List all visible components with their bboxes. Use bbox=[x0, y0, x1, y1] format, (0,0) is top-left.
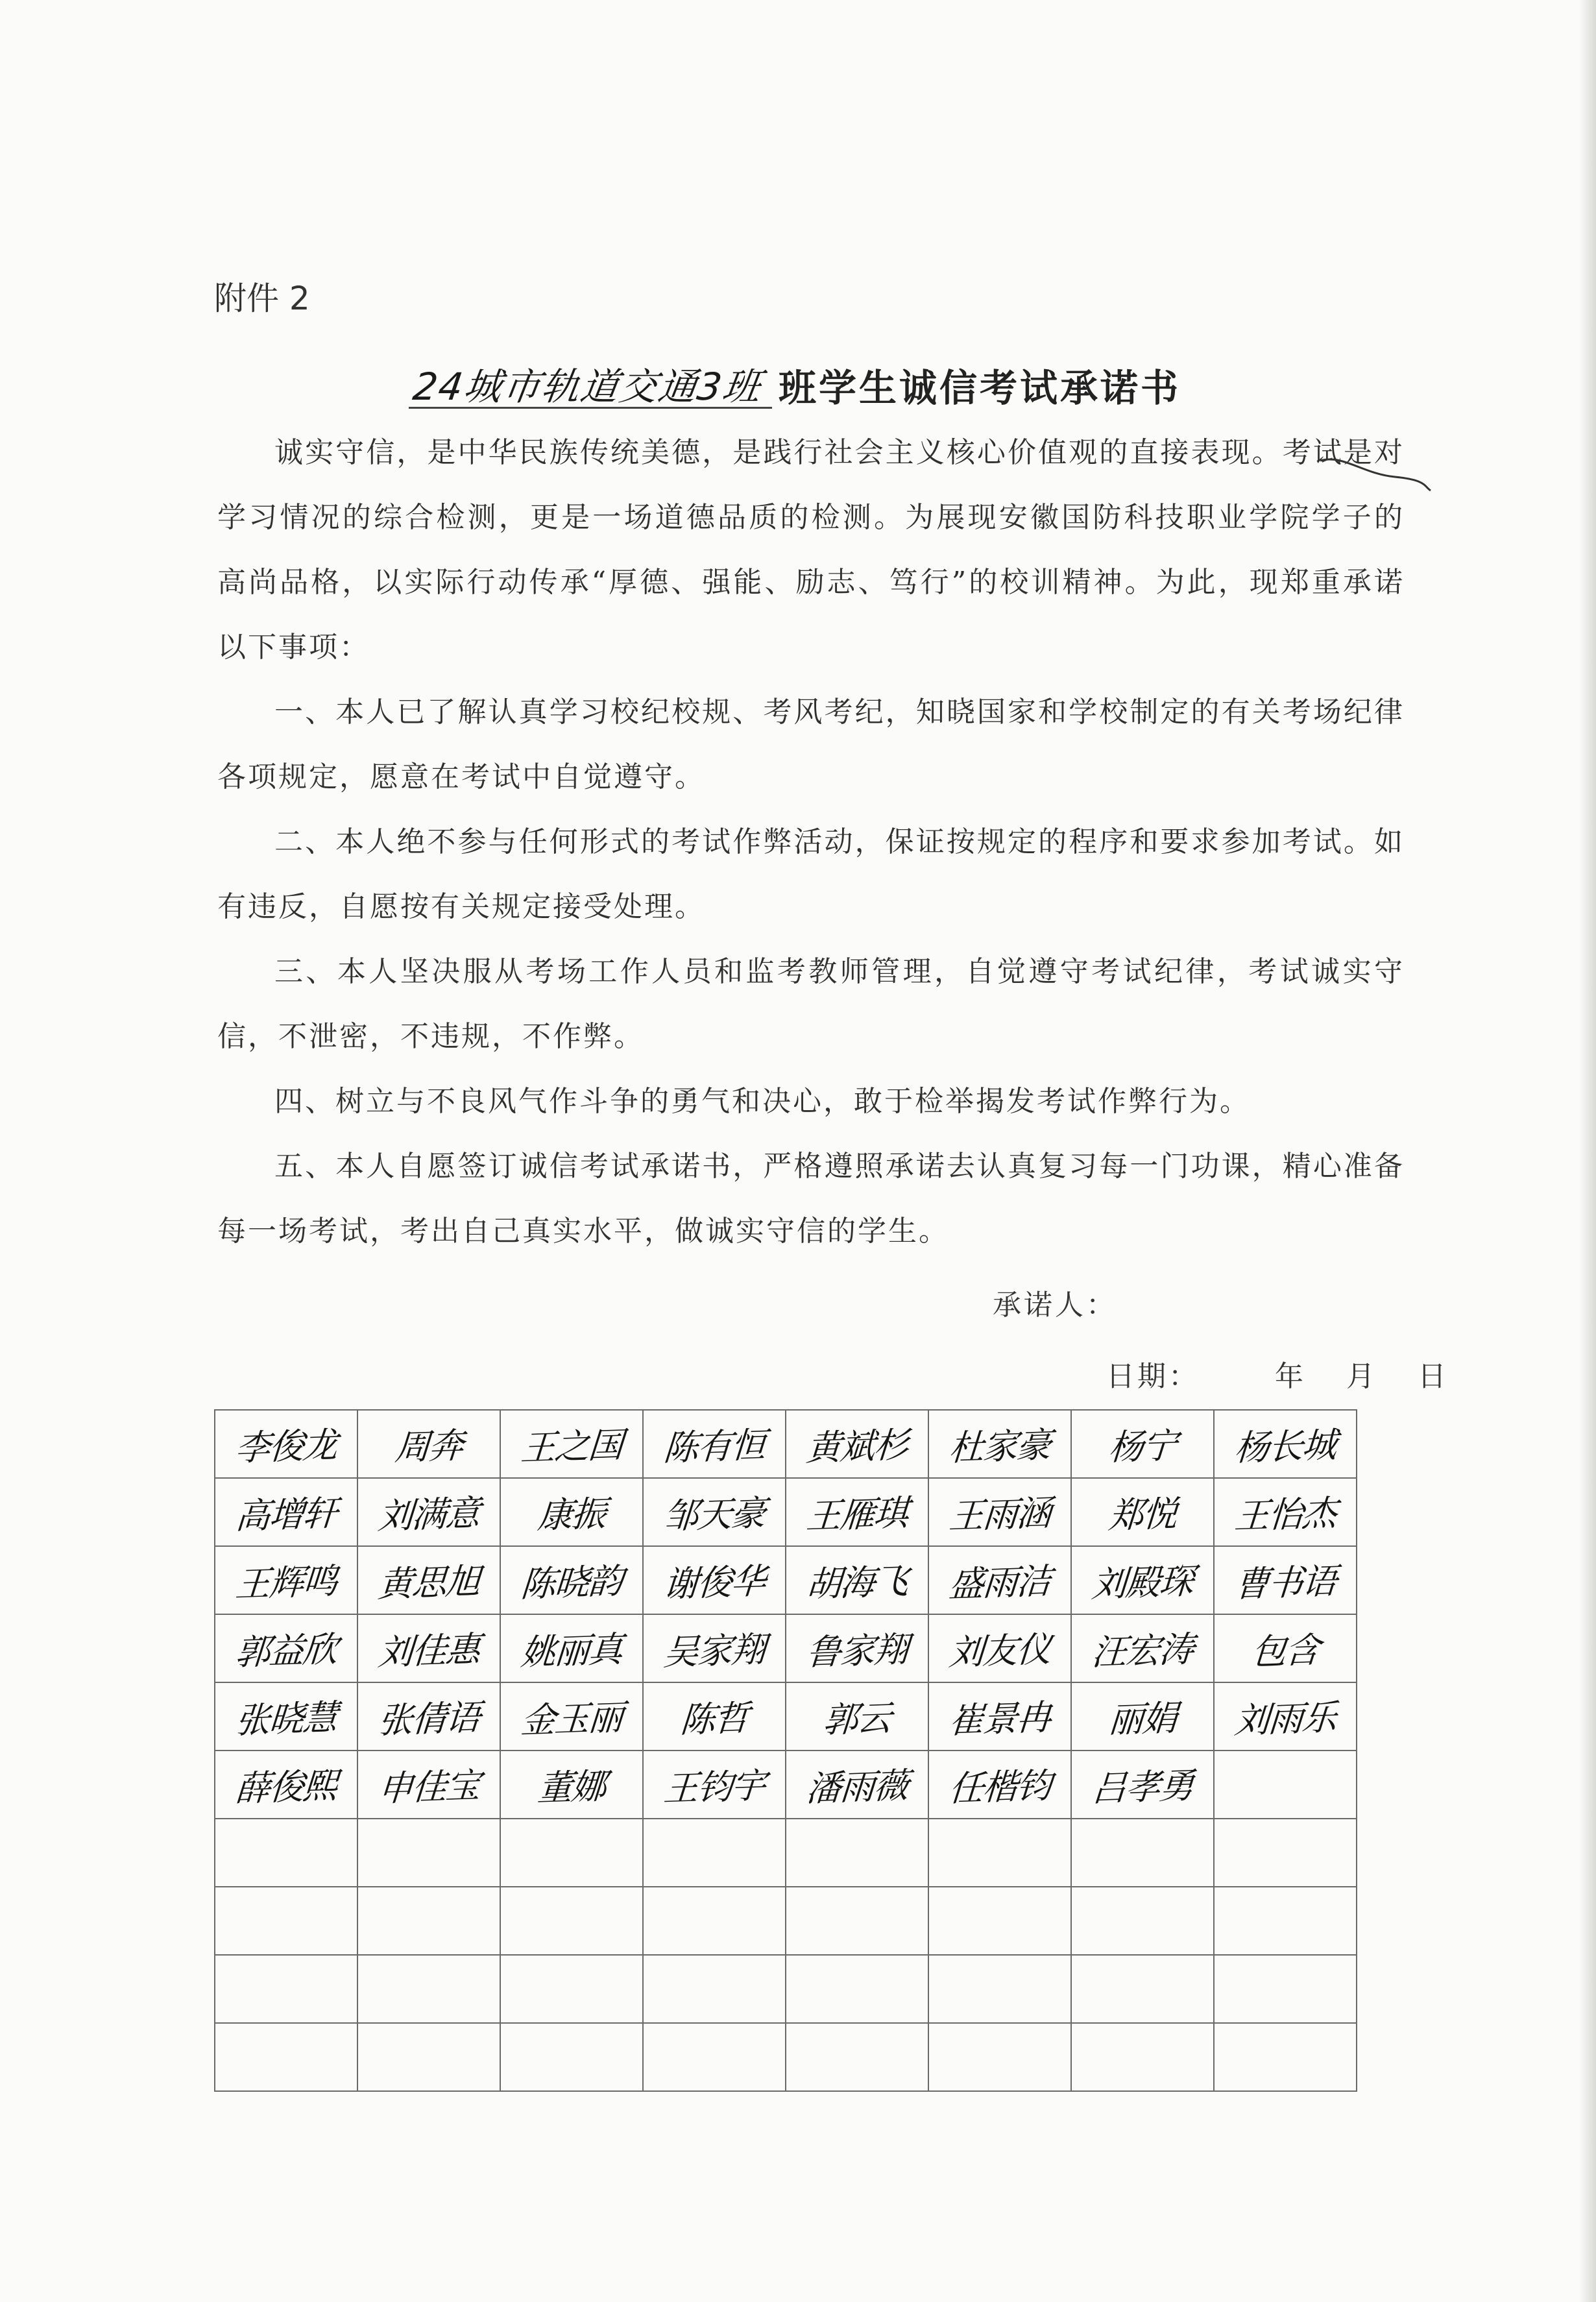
signature-cell bbox=[1071, 1751, 1214, 1819]
date-year: 年 bbox=[1275, 1360, 1306, 1393]
signature-cell bbox=[357, 1955, 500, 2023]
signature-cell bbox=[643, 1410, 786, 1478]
signature-row bbox=[215, 1478, 1357, 1546]
signature-cell bbox=[928, 1955, 1071, 2023]
signature-cell bbox=[1071, 1887, 1214, 1955]
date-day: 日 bbox=[1418, 1360, 1449, 1393]
pen-stroke-mark bbox=[1317, 448, 1434, 493]
signature-cell bbox=[1071, 1546, 1214, 1614]
pledge-body bbox=[217, 420, 1405, 1264]
signature-cell bbox=[643, 1955, 786, 2023]
handwritten-signature: 潘雨薇 bbox=[804, 1765, 909, 1810]
signature-cell bbox=[357, 1887, 500, 1955]
signature-row bbox=[215, 1682, 1357, 1751]
signature-cell bbox=[928, 1819, 1071, 1887]
handwritten-signature: 刘友仪 bbox=[947, 1629, 1052, 1673]
signature-cell bbox=[500, 1819, 643, 1887]
signature-row bbox=[215, 1955, 1357, 2023]
signature-cell bbox=[215, 1887, 357, 1955]
signature-cell bbox=[1071, 1614, 1214, 1682]
handwritten-signature: 郭云 bbox=[821, 1697, 892, 1741]
handwritten-signature: 陈哲 bbox=[679, 1697, 749, 1741]
handwritten-signature: 杨长城 bbox=[1233, 1424, 1337, 1469]
signature-cell bbox=[786, 1614, 928, 1682]
date-label: 日期： bbox=[1106, 1360, 1200, 1393]
signature-cell bbox=[786, 1682, 928, 1751]
handwritten-signature: 吕孝勇 bbox=[1090, 1765, 1194, 1810]
date-line bbox=[1106, 1353, 1449, 1394]
signature-cell bbox=[928, 1887, 1071, 1955]
handwritten-signature: 王辉鸣 bbox=[234, 1560, 338, 1605]
handwritten-signature: 杜家豪 bbox=[947, 1424, 1052, 1469]
signature-cell bbox=[215, 1682, 357, 1751]
handwritten-signature: 刘雨乐 bbox=[1233, 1697, 1337, 1741]
signature-cell bbox=[500, 1614, 643, 1682]
handwritten-signature: 胡海飞 bbox=[804, 1560, 909, 1605]
signature-cell bbox=[786, 1955, 928, 2023]
signature-cell bbox=[1214, 1819, 1357, 1887]
handwritten-signature: 王钧宇 bbox=[662, 1765, 766, 1810]
promiser-label: 承诺人： bbox=[993, 1289, 1117, 1322]
signature-cell bbox=[215, 1955, 357, 2023]
signature-cell bbox=[1071, 1478, 1214, 1546]
signature-cell bbox=[1214, 1887, 1357, 1955]
signature-cell bbox=[643, 1819, 786, 1887]
signature-cell bbox=[928, 2023, 1071, 2091]
signature-cell bbox=[215, 1546, 357, 1614]
document-title bbox=[409, 354, 1252, 412]
date-month: 月 bbox=[1346, 1360, 1377, 1393]
paper-edge-shadow bbox=[1579, 0, 1596, 2302]
signature-cell bbox=[786, 2023, 928, 2091]
pledge-item-1: 一、本人已了解认真学习校纪校规、考风考纪，知晓国家和学校制定的有关考场纪律各项规定，愿意在考试中自觉遵守。 bbox=[217, 696, 1405, 794]
handwritten-signature: 刘满意 bbox=[376, 1492, 481, 1537]
signature-cell bbox=[1214, 1478, 1357, 1546]
signature-row bbox=[215, 2023, 1357, 2091]
signature-cell bbox=[215, 1614, 357, 1682]
signature-cell bbox=[786, 1887, 928, 1955]
signature-cell bbox=[357, 1614, 500, 1682]
handwritten-signature: 王雁琪 bbox=[804, 1492, 909, 1537]
pledge-item-5: 五、本人自愿签订诚信考试承诺书，严格遵照承诺去认真复习每一门功课，精心准备每一场考试，考出自己真实水平，做诚实守信的学生。 bbox=[217, 1150, 1405, 1248]
signature-cell bbox=[643, 1682, 786, 1751]
pledge-item-3: 三、本人坚决服从考场工作人员和监考教师管理，自觉遵守考试纪律，考试诚实守信，不泄密，不违规，不作弊。 bbox=[217, 955, 1405, 1053]
signature-row bbox=[215, 1819, 1357, 1887]
handwritten-signature: 张晓慧 bbox=[234, 1697, 338, 1741]
signature-cell bbox=[928, 1478, 1071, 1546]
signature-cell bbox=[786, 1478, 928, 1546]
handwritten-signature: 郑悦 bbox=[1107, 1493, 1178, 1536]
signature-row bbox=[215, 1887, 1357, 1955]
handwritten-signature: 郭益欣 bbox=[234, 1629, 338, 1673]
signature-row bbox=[215, 1546, 1357, 1614]
signature-cell bbox=[1214, 1751, 1357, 1819]
handwritten-signature: 黄斌杉 bbox=[804, 1424, 909, 1469]
handwritten-signature: 陈有恒 bbox=[662, 1424, 766, 1469]
signature-cell bbox=[1071, 1955, 1214, 2023]
attachment-label: 附件 2 bbox=[214, 280, 310, 317]
signature-cell bbox=[1214, 2023, 1357, 2091]
signature-cell bbox=[786, 1819, 928, 1887]
handwritten-signature: 任楷钧 bbox=[947, 1765, 1052, 1810]
handwritten-signature: 王之国 bbox=[519, 1424, 623, 1469]
signature-cell bbox=[1214, 1546, 1357, 1614]
signature-cell bbox=[928, 1410, 1071, 1478]
signature-cell bbox=[1071, 1682, 1214, 1751]
signature-cell bbox=[357, 2023, 500, 2091]
signature-table bbox=[214, 1409, 1357, 2092]
signature-cell bbox=[357, 1410, 500, 1478]
signature-cell bbox=[357, 1546, 500, 1614]
handwritten-signature: 丽娟 bbox=[1107, 1697, 1178, 1741]
signature-cell bbox=[643, 1887, 786, 1955]
handwritten-signature: 刘殿琛 bbox=[1090, 1560, 1194, 1605]
signature-cell bbox=[1214, 1410, 1357, 1478]
signature-cell bbox=[1071, 2023, 1214, 2091]
signature-cell bbox=[215, 1751, 357, 1819]
signature-cell bbox=[500, 1478, 643, 1546]
handwritten-signature: 刘佳惠 bbox=[376, 1629, 481, 1673]
handwritten-signature: 鲁家翔 bbox=[804, 1629, 909, 1673]
pledge-item-2: 二、本人绝不参与任何形式的考试作弊活动，保证按规定的程序和要求参加考试。如有违反，自愿按有关规定接受处理。 bbox=[217, 825, 1405, 923]
signature-cell bbox=[357, 1682, 500, 1751]
signature-cell bbox=[500, 1410, 643, 1478]
signature-row bbox=[215, 1614, 1357, 1682]
handwritten-class-name: 24城市轨道交通3班 bbox=[410, 365, 765, 409]
signature-cell bbox=[928, 1751, 1071, 1819]
signature-cell bbox=[215, 1819, 357, 1887]
signature-cell bbox=[500, 1955, 643, 2023]
signature-cell bbox=[643, 1478, 786, 1546]
handwritten-signature: 董娜 bbox=[536, 1765, 607, 1809]
handwritten-signature: 曹书语 bbox=[1233, 1560, 1337, 1605]
signature-cell bbox=[643, 1751, 786, 1819]
handwritten-signature: 汪宏涛 bbox=[1090, 1629, 1194, 1673]
signature-cell bbox=[215, 2023, 357, 2091]
handwritten-signature: 申佳宝 bbox=[376, 1765, 481, 1810]
signature-cell bbox=[215, 1478, 357, 1546]
signature-cell bbox=[1214, 1682, 1357, 1751]
signature-cell bbox=[643, 1614, 786, 1682]
handwritten-signature: 周奔 bbox=[393, 1425, 464, 1468]
signature-cell bbox=[215, 1410, 357, 1478]
signature-cell bbox=[786, 1410, 928, 1478]
pledge-intro: 诚实守信，是中华民族传统美德，是践行社会主义核心价值观的直接表现。考试是对学习情况的综合检测，更是一场道德品质的检测。为展现安徽国防科技职业学院学子的高尚品格，以实际行动传承“厚德、强能、励志、笃行”的校训精神。为此，现郑重承诺以下事项： bbox=[217, 436, 1405, 664]
handwritten-signature: 邹天豪 bbox=[662, 1492, 766, 1537]
handwritten-signature: 王雨涵 bbox=[947, 1492, 1052, 1537]
pledge-item-4: 四、树立与不良风气作斗争的勇气和决心，敢于检举揭发考试作弊行为。 bbox=[274, 1085, 1250, 1118]
signature-cell bbox=[928, 1614, 1071, 1682]
signature-row bbox=[215, 1751, 1357, 1819]
signature-cell bbox=[500, 1887, 643, 1955]
signature-cell bbox=[1214, 1955, 1357, 2023]
handwritten-signature: 康振 bbox=[536, 1493, 607, 1536]
handwritten-signature: 包含 bbox=[1250, 1629, 1320, 1673]
handwritten-signature: 吴家翔 bbox=[662, 1629, 766, 1673]
signature-cell bbox=[500, 1682, 643, 1751]
signature-row bbox=[215, 1410, 1357, 1478]
signature-cell bbox=[928, 1682, 1071, 1751]
handwritten-signature: 陈晓韵 bbox=[519, 1560, 623, 1605]
handwritten-signature: 姚丽真 bbox=[519, 1629, 623, 1673]
signature-cell bbox=[1071, 1819, 1214, 1887]
class-name-blank bbox=[409, 354, 772, 409]
signature-cell bbox=[1071, 1410, 1214, 1478]
signature-cell bbox=[500, 1546, 643, 1614]
handwritten-signature: 张倩语 bbox=[376, 1697, 481, 1741]
signature-cell bbox=[500, 2023, 643, 2091]
handwritten-signature: 薛俊熙 bbox=[234, 1765, 338, 1810]
handwritten-signature: 杨宁 bbox=[1107, 1425, 1178, 1468]
handwritten-signature: 黄思旭 bbox=[376, 1560, 481, 1605]
signature-cell bbox=[786, 1751, 928, 1819]
signature-cell bbox=[357, 1478, 500, 1546]
handwritten-signature: 金玉丽 bbox=[519, 1697, 623, 1741]
handwritten-signature: 王怡杰 bbox=[1233, 1492, 1337, 1537]
handwritten-signature: 崔景冉 bbox=[947, 1697, 1052, 1741]
signature-cell bbox=[357, 1819, 500, 1887]
title-text: 班学生诚信考试承诺书 bbox=[779, 366, 1181, 410]
signature-cell bbox=[643, 1546, 786, 1614]
signature-cell bbox=[357, 1751, 500, 1819]
signature-cell bbox=[928, 1546, 1071, 1614]
signature-cell bbox=[500, 1751, 643, 1819]
signature-cell bbox=[1214, 1614, 1357, 1682]
handwritten-signature: 盛雨洁 bbox=[947, 1560, 1052, 1605]
handwritten-signature: 李俊龙 bbox=[234, 1424, 338, 1469]
handwritten-signature: 谢俊华 bbox=[662, 1560, 766, 1605]
signature-cell bbox=[786, 1546, 928, 1614]
signature-cell bbox=[643, 2023, 786, 2091]
handwritten-signature: 高增轩 bbox=[234, 1492, 338, 1537]
